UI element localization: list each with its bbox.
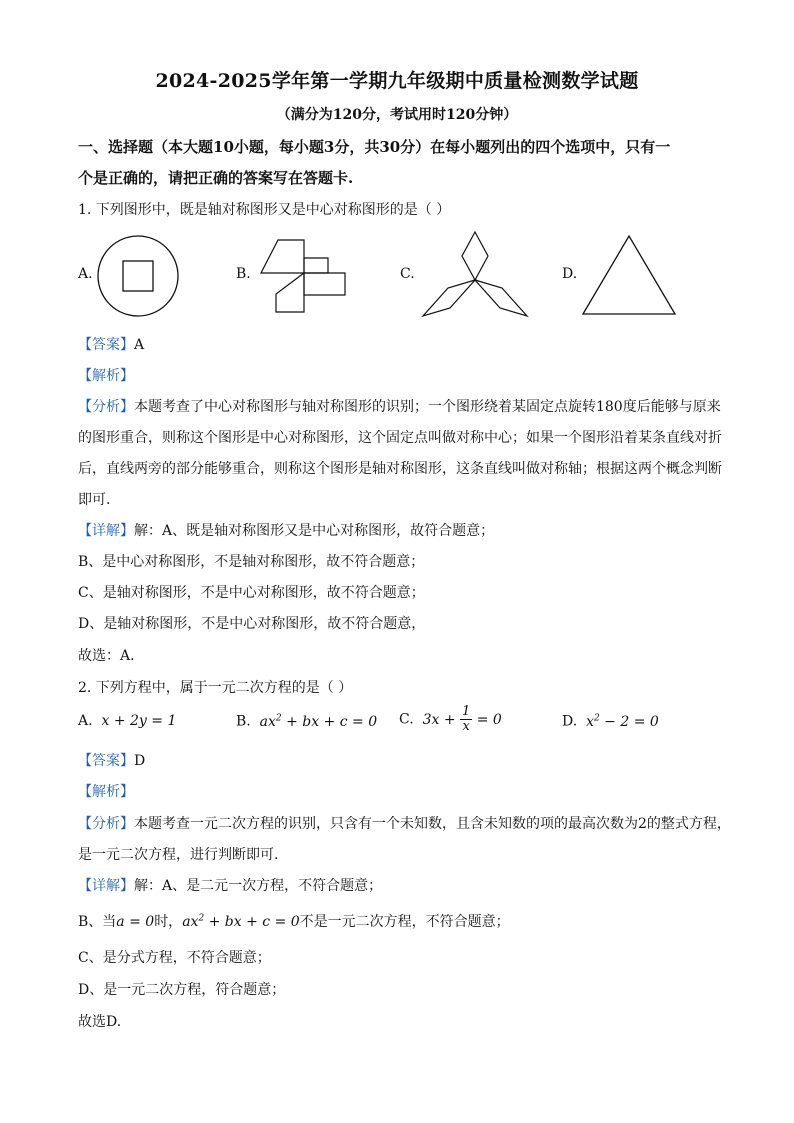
q1-option-a-label: A. <box>78 266 93 282</box>
q2-xiangjie-line5: 故选D. <box>78 1014 122 1030</box>
q2-xiangjie-b-post: 不是一元二次方程，不符合题意； <box>299 914 510 930</box>
q1-option-a-figure <box>94 232 184 322</box>
q1-option-c-figure <box>418 228 533 324</box>
q2-xiangjie-line4: D、是一元二次方程，符合题意； <box>78 982 286 998</box>
q1-option-b-figure <box>256 232 351 322</box>
pinwheel-blade-shape <box>261 240 304 273</box>
q1-fenxi-tag: 【分析】 <box>78 399 134 415</box>
q2-option-b-label: B. <box>236 713 251 730</box>
q2-xiangjie-b-cond: a = 0 <box>116 914 155 930</box>
q1-answer <box>78 334 144 354</box>
q2-option-a <box>78 713 176 729</box>
q2-option-d-formula: $x^2 - 2 = 0$ <box>586 713 659 730</box>
q2-answer <box>78 750 145 770</box>
q1-xiangjie-line4: D、是轴对称图形，不是中心对称图形，故不符合题意， <box>78 616 426 632</box>
q1-xiangjie-text1: 解：A、既是轴对称图形又是中心对称图形，故符合题意； <box>134 523 495 539</box>
q2-option-a-label: A. <box>78 713 93 729</box>
q1-option-c-label: C. <box>400 266 415 282</box>
rhombus-shape <box>462 232 488 280</box>
q2-fenxi-tag: 【分析】 <box>78 816 134 832</box>
q2-stem: 2. 下列方程中，属于一元二次方程的是（ ） <box>78 680 353 696</box>
q2-xiangjie-line2 <box>78 911 510 931</box>
q1-option-d-label: D. <box>562 266 578 282</box>
q1-fenxi-text1: 本题考查了中心对称图形与轴对称图形的识别；一个图形绕着某固定点旋转180度后能够与原来 <box>134 399 721 415</box>
q1-option-d-figure <box>580 232 680 320</box>
q2-xiangjie-b-mid: 时， <box>154 914 183 930</box>
q2-analysis-tag: 【解析】 <box>78 784 134 800</box>
q1-answer-value: A <box>134 337 145 353</box>
q2-answer-tag: 【答案】 <box>78 753 134 769</box>
page-subtitle: （满分为120分，考试用时120分钟） <box>276 107 518 123</box>
q1-xiangjie-line5: 故选：A. <box>78 648 135 664</box>
pinwheel-blade-shape <box>304 258 328 273</box>
section-heading-line1: 一、选择题（本大题10小题，每小题3分，共30分）在每小题列出的四个选项中，只有一 <box>78 138 671 156</box>
q2-fenxi-line2: 是一元二次方程，进行判断即可. <box>78 847 279 863</box>
q2-option-b-formula: $ax^2$ + bx + c = 0 <box>259 713 378 730</box>
pinwheel-blade-shape <box>304 273 345 295</box>
q2-xiangjie-tag: 【详解】 <box>78 878 134 894</box>
q2-option-c-label: C. <box>399 711 414 728</box>
q1-analysis-tag: 【解析】 <box>78 368 134 384</box>
q2-xiangjie-line1 <box>78 875 382 895</box>
q1-fenxi-line2: 的图形重合，则称这个图形是中心对称图形，这个固定点叫做对称中心；如果一个图形沿着某条直线对折 <box>78 430 722 446</box>
q1-option-b-label: B. <box>236 266 251 282</box>
section-heading-line2: 个是正确的，请把正确的答案写在答题卡. <box>78 169 354 187</box>
square-shape <box>123 261 153 291</box>
q1-xiangjie-tag: 【详解】 <box>78 523 134 539</box>
q2-option-a-formula: x + 2y = 1 <box>101 713 177 729</box>
q2-option-d <box>562 713 659 730</box>
q1-xiangjie-line2: B、是中心对称图形，不是轴对称图形，故不符合题意； <box>78 554 425 570</box>
q2-xiangjie-text1: 解：A、是二元一次方程，不符合题意； <box>134 878 383 894</box>
q1-answer-tag: 【答案】 <box>78 337 134 353</box>
q1-xiangjie-line1 <box>78 520 494 540</box>
circle-shape <box>98 236 178 316</box>
q2-option-d-label: D. <box>562 713 578 730</box>
q2-xiangjie-line3: C、是分式方程，不符合题意； <box>78 950 271 966</box>
q2-xiangjie-b-formula: $ax^2$ + bx + c = 0 <box>182 913 300 930</box>
rhombus-shape <box>475 280 527 316</box>
pinwheel-blade-shape <box>276 273 304 312</box>
q2-fenxi-line1 <box>78 813 731 833</box>
triangle-shape <box>583 236 675 314</box>
q2-xiangjie-b-pre: B、当 <box>78 914 117 930</box>
q1-fenxi-line1 <box>78 396 721 416</box>
q1-xiangjie-line3: C、是轴对称图形，不是中心对称图形，故不符合题意； <box>78 585 425 601</box>
q2-option-c-formula: 3x + $\frac{1}{x}$ = 0 <box>422 704 502 734</box>
q2-answer-value: D <box>134 753 146 769</box>
q1-fenxi-line4: 即可. <box>78 492 111 508</box>
q1-fenxi-line3: 后，直线两旁的部分能够重合，则称这个图形是轴对称图形，这条直线叫做对称轴；根据这两个概念判断 <box>78 461 722 477</box>
page-title: 2024-2025学年第一学期九年级期中质量检测数学试题 <box>155 70 639 92</box>
q2-fenxi-text1: 本题考查一元二次方程的识别，只含有一个未知数，且含未知数的项的最高次数为2的整式方程， <box>134 816 731 832</box>
rhombus-shape <box>423 280 475 316</box>
q1-stem: 1. 下列图形中，既是轴对称图形又是中心对称图形的是（ ） <box>78 202 451 218</box>
q2-option-b <box>236 713 377 730</box>
q2-option-c <box>399 705 502 734</box>
